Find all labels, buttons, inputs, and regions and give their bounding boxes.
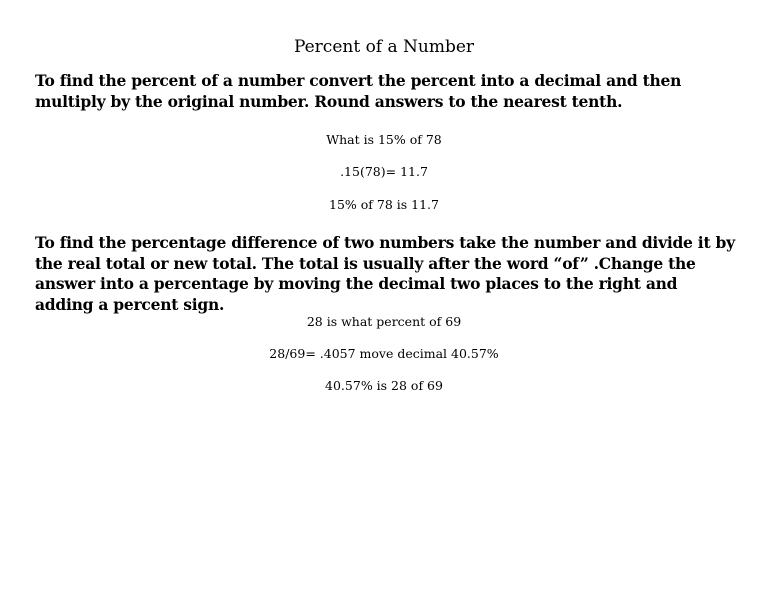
example-answer: 15% of 78 is 11.7: [329, 197, 439, 212]
example-calculation: 28/69= .4057 move decimal 40.57%: [269, 346, 499, 361]
example-question: 28 is what percent of 69: [306, 314, 462, 329]
example-question: What is 15% of 78: [326, 132, 442, 147]
instruction-percent-of-number: To find the percent of a number convert the percent into a decimal and then multiply by the original number. Round answers to the nearest tenth.: [35, 71, 682, 111]
example-calculation: .15(78)= 11.7: [340, 164, 428, 179]
example-answer: 40.57% is 28 of 69: [325, 378, 443, 393]
instruction-percentage-difference: To find the percentage difference of two numbers take the number and divide it by the real total or new total. The total is usually after the word “of” .Change the answer into a percentage by moving the decimal two places to the right and adding a percent sign.: [35, 233, 735, 314]
page-title: Percent of a Number: [293, 37, 475, 57]
